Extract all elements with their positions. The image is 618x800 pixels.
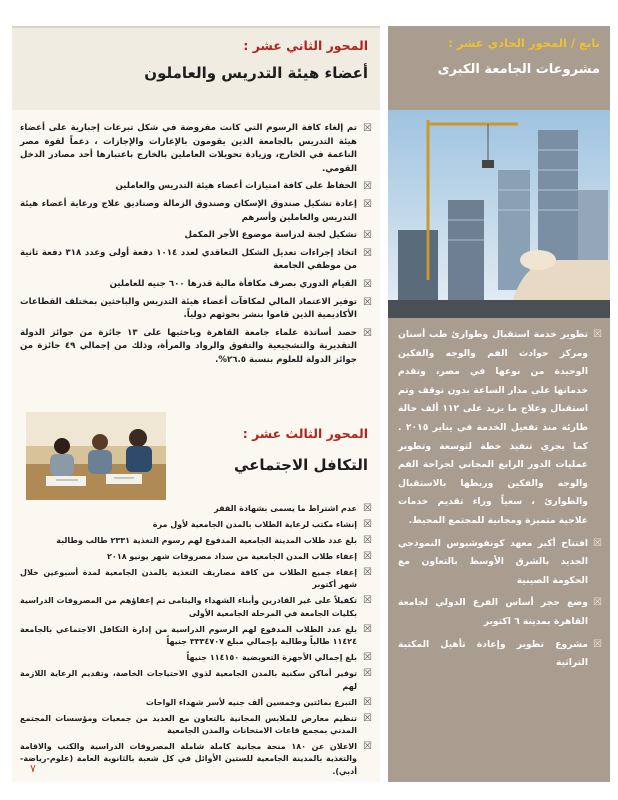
- list-item: ☒ إعادة تشكيل صندوق الإسكان وصندوق الزمالة وصناديق علاج ورعاية أعضاء هيئة التدريس والعاملين وأسرهم: [20, 198, 372, 225]
- list-item: ☒ بلغ عدد طلاب المدينة الجامعية المدفوع لهم رسوم التغذية ٢٣٣١ طالب وطالبة: [20, 535, 372, 547]
- section-11-header: [388, 26, 610, 110]
- list-item: ☒ إعفاء جميع الطلاب من كافة مصاريف التغذية بالمدن الجامعية لمدة أسبوعين خلال شهر أكتوبر: [20, 567, 372, 592]
- list-item: ☒ اتخاذ إجراءات تعديل الشكل التعاقدي لعدد ١٠١٤ دفعة أولى وعدد ٣١٨ دفعة ثانية من موظفي الجامعة: [20, 247, 372, 274]
- list-item: ☒ بلغ عدد الطلاب المدفوع لهم الرسوم الدراسية من إدارة التكافل الاجتماعي بالجامعة ١١٤٢٤ طالباً وطالبة بإجمالي مبلغ ٣٣٣٤٧٠٧ جنيهاً: [20, 624, 372, 649]
- list-item: ☒ مشروع تطوير وإعادة تأهيل المكتبة التراثية: [398, 636, 602, 673]
- list-item: ☒ إعفاء طلاب المدن الجامعية من سداد مصروفات شهر يونيو ٢٠١٨: [20, 551, 372, 563]
- list-item: ☒ إنشاء مكتب لرعاية الطلاب بالمدن الجامعية لأول مرة: [20, 519, 372, 531]
- list-item: ☒ تكفيلاً على غير القادرين وأبناء الشهداء واليتامى تم إعفاؤهم من المصروفات الدراسية بكليات الجامعة في المرحلة الجامعية الأولى: [20, 595, 372, 620]
- list-item: ☒ توفير الاعتماد المالي لمكافآت أعضاء هيئة التدريس والباحثين بمختلف القطاعات الأكاديمية الذين قاموا بنشر بحوثهم دولياً.: [20, 296, 372, 323]
- section-13-list: [20, 503, 372, 782]
- section-12-title: المحور الثاني عشر :: [243, 38, 368, 53]
- list-item: ☒ عدم اشتراط ما يسمى بشهادة الفقر: [20, 503, 372, 515]
- list-item: ☒ بلغ إجمالي الأجهزة التعويضية ١١٤١٥٠ جنيهاً: [20, 652, 372, 664]
- section-13-subtitle: التكافل الاجتماعي: [233, 456, 368, 474]
- list-item: ☒ حصد أساتذة علماء جامعة القاهرة وباحثيها على ١٣ جائزة من جوائز الدولة التقديرية والتشجيعية والتفوق والرواد والمرأة، وذلك من إجمالي ٤٩ جائزة من جوائز الدولة للعلوم بنسبة ٢٦.٥%.: [20, 327, 372, 368]
- section-12-list: [20, 122, 372, 372]
- list-item: ☒ توفير أماكن سكنية بالمدن الجامعية لذوي الاحتياجات الخاصة، وتقديم الرعاية اللازمة لهم: [20, 668, 372, 693]
- left-column: [12, 26, 380, 782]
- list-item: ☒ وضع حجر أساس الفرع الدولي لجامعة القاهرة بمدينة ٦ اكتوبر: [398, 594, 602, 631]
- section-12-header: [12, 26, 380, 110]
- list-item: ☒ تم إلغاء كافة الرسوم التي كانت مفروضة في شكل تبرعات إجبارية على أعضاء هيئة التدريس بالجامعة الذين يقومون بالإعارات والإجازات ، دعماً لقوة مصر الناعمة في الخارج، وزيادة تحويلات العاملين بالخارج باعتبارها أحد مصادر الدخل القومي.: [20, 122, 372, 176]
- list-item: ☒ التبرع بمائتين وخمسين ألف جنيه لأسر شهداء الواحات: [20, 697, 372, 709]
- right-column: [388, 26, 610, 782]
- list-item: ☒ القيام الدوري بصرف مكافأة مالية قدرها ٦٠٠ جنيه للعاملين: [20, 278, 372, 292]
- city-illustration: [388, 110, 610, 318]
- section-12-subtitle: أعضاء هيئة التدريس والعاملون: [144, 64, 368, 82]
- students-photo: [26, 412, 166, 500]
- section-11-subtitle: مشروعات الجامعة الكبرى: [437, 62, 600, 77]
- students-illustration: [26, 412, 166, 500]
- list-item: ☒ تنظيم معارض للملابس المجانية بالتعاون مع العديد من جمعيات ومؤسسات المجتمع المدني بمجمع قاعات الامتحانات والمدن الجامعية: [20, 713, 372, 738]
- list-item: ☒ افتتاح أكبر معهد كونفوشيوس النموذجي الجديد بالشرق الأوسط بالتعاون مع الحكومة الصينية: [398, 535, 602, 591]
- section-13-title: المحور الثالث عشر :: [242, 426, 368, 441]
- list-item: ☒ الحفاظ على كافة امتيازات أعضاء هيئة التدريس والعاملين: [20, 180, 372, 194]
- list-item: ☒ الاعلان عن ١٨٠ منحة مجانية كاملة شاملة المصروفات الدراسية والكتب والاقامة والتغذية بالمدينة الجامعية للستين الأوائل في كل شعبة بالثانوية العامة (علوم-رياضة- أدبي).: [20, 741, 372, 778]
- list-item: ☒ تشكيل لجنة لدراسة موضوع الأجر المكمل: [20, 229, 372, 243]
- page-number: ٧: [30, 762, 36, 775]
- list-item: ☒ تطوير خدمة استقبال وطوارئ طب أسنان ومركز حوادث الفم والوجه والفكين الوحيدة من نوعها في مصر، وتقدم خدماتها على مدار الساعة بدون توقف وتم استقبال وعلاج ما يزيد على ١١٢ ألف حالة طارئة منذ تفعيل الخدمة في يناير ٢٠١٥ . كما يجري تنفيذ خطة لتوسعة وتطوير عمليات الدور الرابع المجاني لجراحة الفم والوجه والفكين وربطها بالاستقبال والطوارئ ، سعياً وراء تقديم خدمات علاجية متميزة ومجانية للمجتمع المحيط.: [398, 326, 602, 531]
- section-11-title: تابع / المحور الحادي عشر :: [448, 36, 600, 50]
- construction-city-image: [388, 110, 610, 318]
- section-11-list: [398, 326, 602, 677]
